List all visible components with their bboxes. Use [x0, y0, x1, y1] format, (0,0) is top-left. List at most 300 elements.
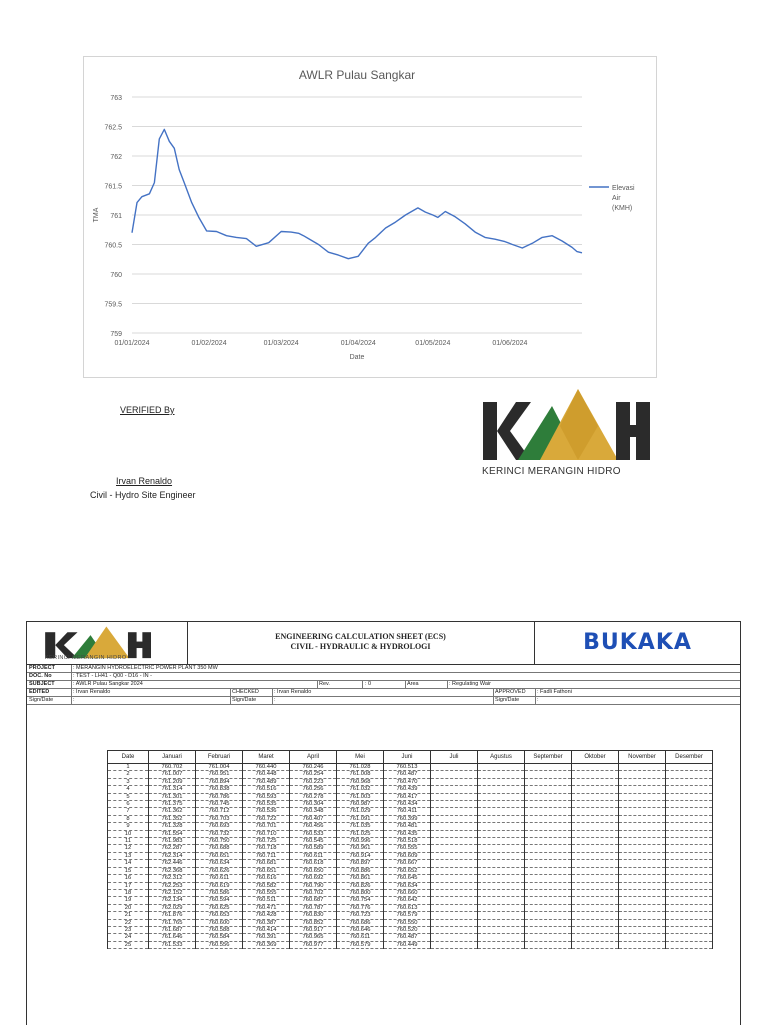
table-value-cell [666, 830, 713, 837]
legend-label: Elevasi [612, 185, 635, 192]
table-value-cell: 760.702 [149, 764, 196, 771]
table-day-cell: 2 [108, 771, 149, 778]
table-value-cell [525, 801, 572, 808]
table-value-cell: 760.660 [384, 889, 431, 896]
verifier-name: Irvan Renaldo [116, 476, 173, 486]
table-value-cell [619, 801, 666, 808]
table-value-cell [572, 919, 619, 926]
table-value-cell [478, 889, 525, 896]
table-value-cell [619, 808, 666, 815]
y-tick-label: 760 [110, 272, 122, 279]
table-value-cell: 760.609 [384, 852, 431, 859]
table-value-cell [572, 808, 619, 815]
table-value-cell: 760.702 [290, 889, 337, 896]
table-value-cell [431, 778, 478, 785]
table-value-cell [666, 912, 713, 919]
table-value-cell [525, 904, 572, 911]
table-value-cell [666, 845, 713, 852]
table-value-cell: 760.968 [337, 778, 384, 785]
table-value-cell: 760.667 [384, 860, 431, 867]
table-value-cell: 760.399 [384, 815, 431, 822]
table-value-cell: 761.301 [149, 793, 196, 800]
table-row [108, 786, 713, 793]
table-value-cell: 760.861 [337, 875, 384, 882]
table-day-cell: 6 [108, 801, 149, 808]
table-value-cell [666, 860, 713, 867]
table-value-cell: 761.362 [149, 808, 196, 815]
table-value-cell: 760.787 [290, 904, 337, 911]
table-value-cell [431, 845, 478, 852]
table-value-cell [525, 882, 572, 889]
table-value-cell [619, 764, 666, 771]
table-value-cell: 760.448 [243, 771, 290, 778]
table-value-cell: 761.554 [149, 830, 196, 837]
table-value-cell [572, 852, 619, 859]
table-value-cell [666, 778, 713, 785]
table-value-cell [525, 845, 572, 852]
table-value-cell: 760.914 [337, 852, 384, 859]
table-value-cell: 760.650 [290, 867, 337, 874]
table-value-cell [619, 875, 666, 882]
edited-value: : Irvan Renaldo [73, 689, 111, 695]
table-value-cell: 760.653 [196, 912, 243, 919]
water-level-chart [83, 56, 657, 378]
table-value-cell: 760.619 [196, 882, 243, 889]
table-value-cell: 761.007 [149, 771, 196, 778]
table-header-cell: Juli [431, 751, 478, 764]
table-header-row [108, 751, 713, 764]
table-value-cell: 760.391 [243, 934, 290, 941]
table-value-cell [525, 823, 572, 830]
table-value-cell [431, 912, 478, 919]
table-value-cell [431, 830, 478, 837]
table-value-cell: 760.750 [196, 838, 243, 845]
table-value-cell: 760.693 [196, 823, 243, 830]
y-tick-label: 762 [110, 154, 122, 161]
table-value-cell [666, 875, 713, 882]
table-row [108, 808, 713, 815]
table-day-cell: 11 [108, 838, 149, 845]
table-row [108, 838, 713, 845]
table-value-cell: 761.032 [337, 786, 384, 793]
table-value-cell: 760.584 [196, 934, 243, 941]
table-value-cell: 760.439 [384, 786, 431, 793]
table-row [108, 830, 713, 837]
table-value-cell: 760.611 [196, 875, 243, 882]
approved-label: APPROVED [495, 689, 526, 695]
table-value-cell: 760.520 [384, 926, 431, 933]
table-value-cell [666, 926, 713, 933]
table-value-cell: 760.646 [337, 926, 384, 933]
table-value-cell [572, 926, 619, 933]
table-value-cell: 760.435 [384, 830, 431, 837]
table-value-cell [478, 764, 525, 771]
table-value-cell: 760.449 [384, 941, 431, 948]
table-value-cell [431, 875, 478, 882]
table-value-cell: 760.434 [384, 801, 431, 808]
table-header-cell: Date [108, 751, 149, 764]
table-header-cell: Januari [149, 751, 196, 764]
table-value-cell: 760.616 [243, 875, 290, 882]
table-day-cell: 19 [108, 897, 149, 904]
table-value-cell: 760.688 [196, 845, 243, 852]
table-row [108, 919, 713, 926]
doc-value: : TEST - LH41 - Q00 - D16 - IN - [73, 673, 152, 679]
table-value-cell [572, 941, 619, 948]
table-value-cell [666, 889, 713, 896]
table-value-cell: 760.838 [196, 786, 243, 793]
table-value-cell [478, 897, 525, 904]
x-axis-title: Date [349, 354, 365, 361]
table-value-cell: 760.897 [337, 860, 384, 867]
table-value-cell: 760.556 [196, 941, 243, 948]
table-day-cell: 7 [108, 808, 149, 815]
table-value-cell: 761.004 [196, 764, 243, 771]
table-value-cell [666, 867, 713, 874]
doc-label: DOC. No [29, 673, 52, 679]
table-row [108, 941, 713, 948]
table-row [108, 823, 713, 830]
table-value-cell [525, 852, 572, 859]
table-value-cell [478, 786, 525, 793]
table-header-cell: April [290, 751, 337, 764]
table-value-cell: 761.008 [337, 771, 384, 778]
table-value-cell [572, 764, 619, 771]
sheet-title-line1: ENGINEERING CALCULATION SHEET (ECS) [275, 632, 446, 641]
table-value-cell: 760.600 [196, 919, 243, 926]
table-value-cell [525, 793, 572, 800]
table-value-cell: 760.634 [196, 860, 243, 867]
legend-label: (KMH) [612, 205, 633, 212]
table-value-cell: 760.732 [196, 830, 243, 837]
table-value-cell: 760.786 [196, 793, 243, 800]
table-value-cell [478, 845, 525, 852]
table-value-cell [478, 830, 525, 837]
project-label: PROJECT [29, 665, 55, 671]
project-row [27, 665, 740, 673]
table-value-cell [619, 815, 666, 822]
table-value-cell [431, 889, 478, 896]
table-header-cell: Agustus [478, 751, 525, 764]
table-value-cell: 760.513 [384, 764, 431, 771]
sign-value-checked: : [274, 697, 276, 703]
kmh-logo-caption: KERINCI MERANGIN HIDRO [482, 466, 621, 477]
table-value-cell [431, 793, 478, 800]
table-value-cell: 761.003 [337, 793, 384, 800]
table-value-cell: 760.593 [243, 793, 290, 800]
table-value-cell [478, 912, 525, 919]
table-value-cell: 760.594 [196, 897, 243, 904]
table-value-cell [525, 889, 572, 896]
table-value-cell: 760.588 [196, 926, 243, 933]
table-row [108, 904, 713, 911]
table-value-cell: 762.134 [149, 897, 196, 904]
table-header-cell: November [619, 751, 666, 764]
table-value-cell: 760.951 [196, 771, 243, 778]
table-value-cell: 760.246 [290, 764, 337, 771]
table-value-cell [619, 793, 666, 800]
doc-row [27, 673, 740, 681]
table-value-cell: 760.996 [337, 838, 384, 845]
table-value-cell [525, 764, 572, 771]
table-day-cell: 1 [108, 764, 149, 771]
rev-value: : 0 [365, 681, 372, 687]
table-value-cell: 760.725 [243, 838, 290, 845]
table-value-cell: 760.703 [196, 815, 243, 822]
verifier-role: Civil - Hydro Site Engineer [90, 490, 196, 500]
table-value-cell: 760.518 [384, 838, 431, 845]
area-label: Area [407, 681, 419, 687]
table-value-cell [525, 934, 572, 941]
table-value-cell [666, 904, 713, 911]
table-value-cell [619, 786, 666, 793]
table-value-cell: 760.511 [243, 897, 290, 904]
table-value-cell [572, 838, 619, 845]
subject-row [27, 681, 740, 689]
table-value-cell: 760.470 [384, 778, 431, 785]
table-row [108, 852, 713, 859]
table-value-cell [431, 852, 478, 859]
table-value-cell [619, 912, 666, 919]
table-value-cell [478, 852, 525, 859]
table-value-cell [666, 882, 713, 889]
sheet-logo-caption: KERINCI MERANGIN HIDRO [45, 655, 127, 661]
table-day-cell: 20 [108, 904, 149, 911]
table-value-cell [619, 823, 666, 830]
table-value-cell [666, 852, 713, 859]
table-value-cell [572, 867, 619, 874]
table-value-cell [525, 830, 572, 837]
table-header-cell: Juni [384, 751, 431, 764]
table-value-cell: 761.765 [149, 919, 196, 926]
table-value-cell: 760.711 [243, 852, 290, 859]
table-value-cell [572, 912, 619, 919]
table-header-cell: Februari [196, 751, 243, 764]
table-value-cell [666, 771, 713, 778]
y-tick-label: 759 [110, 331, 122, 338]
table-row [108, 882, 713, 889]
table-value-cell: 762.368 [149, 867, 196, 874]
table-value-cell: 760.722 [243, 815, 290, 822]
table-value-cell [619, 919, 666, 926]
table-value-cell: 760.776 [337, 904, 384, 911]
table-value-cell [525, 860, 572, 867]
table-value-cell [619, 830, 666, 837]
table-value-cell: 760.852 [290, 919, 337, 926]
table-value-cell [431, 867, 478, 874]
table-value-cell [525, 897, 572, 904]
table-value-cell: 760.634 [384, 882, 431, 889]
table-value-cell [431, 771, 478, 778]
table-value-cell: 760.894 [196, 778, 243, 785]
table-day-cell: 5 [108, 793, 149, 800]
table-row [108, 912, 713, 919]
table-value-cell [619, 838, 666, 845]
table-day-cell: 13 [108, 852, 149, 859]
table-value-cell: 760.481 [384, 823, 431, 830]
table-row [108, 860, 713, 867]
series-line [132, 129, 582, 258]
area-value: : Regulating Wair [449, 681, 491, 687]
table-value-cell: 760.830 [290, 912, 337, 919]
table-row [108, 897, 713, 904]
table-value-cell: 760.686 [337, 919, 384, 926]
table-day-cell: 18 [108, 889, 149, 896]
table-value-cell: 762.312 [149, 875, 196, 882]
bukaka-logo: BUKAKA [583, 630, 692, 655]
table-value-cell: 760.826 [337, 882, 384, 889]
monthly-elevation-table [107, 750, 713, 949]
sign-row [27, 697, 740, 705]
table-body [108, 764, 713, 949]
table-value-cell: 760.579 [384, 912, 431, 919]
sheet-header [27, 622, 740, 665]
table-row [108, 793, 713, 800]
table-value-cell: 762.314 [149, 852, 196, 859]
table-header-cell: Maret [243, 751, 290, 764]
table-value-cell [525, 875, 572, 882]
table-value-cell: 760.456 [290, 823, 337, 830]
table-value-cell: 760.651 [243, 867, 290, 874]
table-value-cell [666, 934, 713, 941]
table-value-cell [525, 867, 572, 874]
table-value-cell [431, 808, 478, 815]
table-value-cell: 760.440 [243, 764, 290, 771]
table-value-cell: 760.487 [384, 934, 431, 941]
table-value-cell: 760.487 [384, 771, 431, 778]
table-value-cell: 760.536 [243, 808, 290, 815]
table-value-cell [478, 919, 525, 926]
table-value-cell: 761.876 [149, 912, 196, 919]
table-value-cell: 760.745 [196, 801, 243, 808]
table-value-cell: 762.029 [149, 904, 196, 911]
table-value-cell: 760.692 [290, 875, 337, 882]
table-header-cell: Oktober [572, 751, 619, 764]
table-value-cell [572, 860, 619, 867]
table-value-cell: 760.407 [290, 815, 337, 822]
table-value-cell: 762.287 [149, 845, 196, 852]
table-day-cell: 4 [108, 786, 149, 793]
table-day-cell: 12 [108, 845, 149, 852]
table-value-cell: 760.618 [290, 860, 337, 867]
x-tick-label: 01/02/2024 [191, 340, 227, 347]
table-value-cell: 760.790 [290, 882, 337, 889]
sign-label-approved: Sign/Date [495, 697, 520, 703]
table-value-cell: 760.414 [243, 926, 290, 933]
subject-label: SUBJECT [29, 681, 55, 687]
table-value-cell [431, 838, 478, 845]
table-value-cell [572, 786, 619, 793]
table-value-cell: 760.256 [290, 786, 337, 793]
table-value-cell: 760.800 [337, 889, 384, 896]
table-value-cell [619, 867, 666, 874]
table-value-cell: 760.977 [290, 941, 337, 948]
table-value-cell [619, 845, 666, 852]
sheet-title-line2: CIVIL - HYDRAULIC & HYDROLOGI [290, 642, 431, 651]
edited-label: EDITED [29, 689, 50, 695]
table-row [108, 771, 713, 778]
table-value-cell [431, 919, 478, 926]
table-value-cell [666, 838, 713, 845]
sign-value-approved: : [537, 697, 539, 703]
edited-row [27, 689, 740, 697]
table-value-cell [619, 852, 666, 859]
table-value-cell: 761.375 [149, 801, 196, 808]
table-value-cell: 760.652 [384, 867, 431, 874]
table-value-cell: 761.646 [149, 934, 196, 941]
table-value-cell: 760.723 [337, 912, 384, 919]
table-value-cell: 761.091 [337, 815, 384, 822]
table-day-cell: 22 [108, 919, 149, 926]
table-value-cell [572, 830, 619, 837]
sign-value: : [73, 697, 75, 703]
table-value-cell [572, 771, 619, 778]
table-value-cell [478, 778, 525, 785]
table-value-cell: 760.987 [337, 801, 384, 808]
table-value-cell: 760.278 [290, 793, 337, 800]
project-value: : MERANGIN HYDROELECTRIC POWER PLANT 350 MW [73, 665, 218, 671]
table-value-cell [572, 934, 619, 941]
checked-label: CHECKED [232, 689, 259, 695]
table-value-cell [431, 786, 478, 793]
table-value-cell [431, 897, 478, 904]
table-value-cell: 761.209 [149, 778, 196, 785]
table-value-cell: 760.589 [290, 845, 337, 852]
table-value-cell [478, 808, 525, 815]
table-value-cell [478, 815, 525, 822]
y-tick-label: 761.5 [104, 183, 122, 191]
table-value-cell: 760.961 [337, 845, 384, 852]
table-day-cell: 15 [108, 867, 149, 874]
table-row [108, 801, 713, 808]
table-row [108, 875, 713, 882]
x-tick-label: 01/04/2024 [340, 340, 376, 347]
table-value-cell [666, 764, 713, 771]
table-value-cell: 760.611 [290, 852, 337, 859]
table-value-cell [666, 823, 713, 830]
x-tick-label: 01/05/2024 [415, 340, 451, 347]
table-value-cell [572, 801, 619, 808]
table-value-cell: 760.545 [290, 838, 337, 845]
table-day-cell: 17 [108, 882, 149, 889]
table-value-cell: 760.550 [384, 919, 431, 926]
table-value-cell: 761.029 [337, 808, 384, 815]
table-value-cell [666, 808, 713, 815]
table-value-cell [619, 778, 666, 785]
table-value-cell: 760.304 [290, 801, 337, 808]
table-value-cell [666, 815, 713, 822]
table-value-cell [619, 904, 666, 911]
table-day-cell: 14 [108, 860, 149, 867]
table-value-cell: 760.533 [290, 830, 337, 837]
kmh-logo [480, 386, 655, 478]
table-value-cell [431, 941, 478, 948]
table-value-cell [478, 882, 525, 889]
x-tick-label: 01/01/2024 [114, 340, 150, 347]
table-day-cell: 25 [108, 941, 149, 948]
table-value-cell [525, 815, 572, 822]
table-value-cell [478, 934, 525, 941]
table-value-cell [619, 860, 666, 867]
table-value-cell: 761.025 [337, 830, 384, 837]
table-value-cell [478, 793, 525, 800]
table-header-cell: Mei [337, 751, 384, 764]
table-value-cell [431, 801, 478, 808]
legend-label: Air [612, 195, 621, 202]
x-tick-label: 01/03/2024 [263, 340, 299, 347]
table-value-cell [478, 823, 525, 830]
table-value-cell: 760.254 [290, 771, 337, 778]
